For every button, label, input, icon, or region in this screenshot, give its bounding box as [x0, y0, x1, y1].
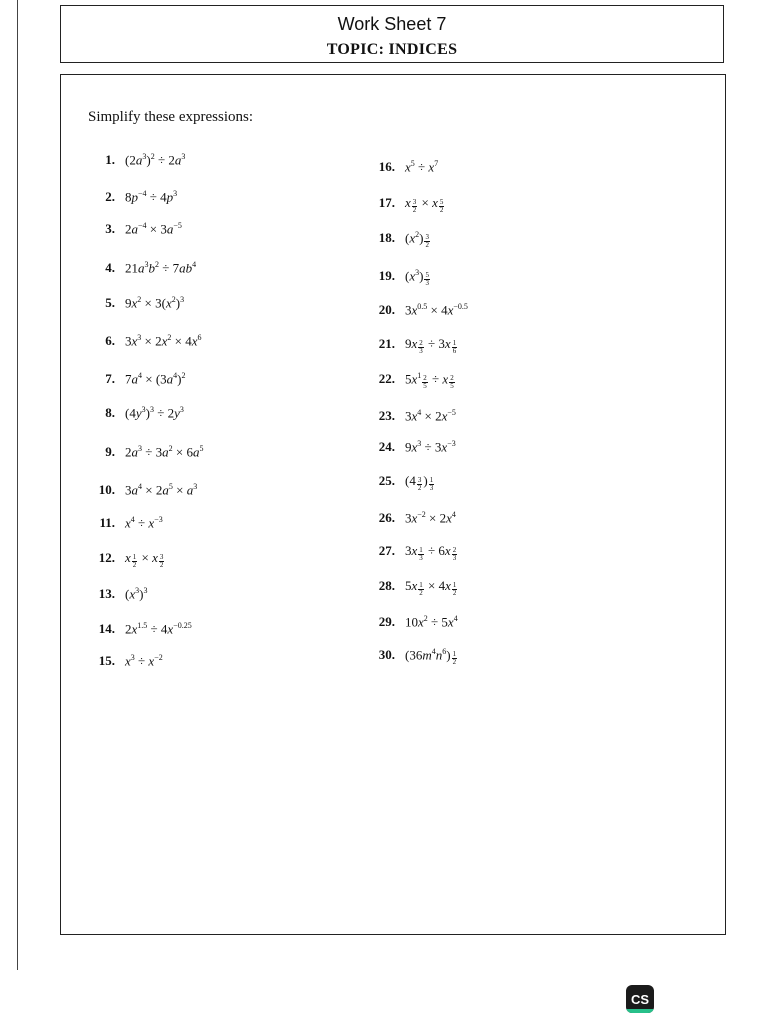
question-number: 18.: [378, 230, 395, 246]
question-expression: $(x^3)^3$: [125, 586, 148, 602]
question-item: [368, 614, 458, 630]
question-expression: $9x^3 \div 3x^{-3}$: [405, 439, 456, 455]
question-item: [88, 371, 186, 387]
question-expression: $(36m^4n^6)$ $\frac{1}{2}$: [405, 647, 457, 666]
question-number: 23.: [378, 408, 395, 424]
question-expression: 5x $\frac{1}{2}$ × 4x $\frac{1}{2}$: [405, 578, 457, 597]
question-item: [88, 333, 202, 349]
question-item: [88, 221, 182, 237]
question-expression: $3a^4 \times 2a^5 \times a^3$: [125, 482, 198, 498]
question-number: 14.: [98, 621, 115, 637]
question-number: 25.: [378, 473, 395, 488]
question-item: [88, 621, 192, 637]
question-number: 22.: [378, 371, 395, 387]
question-item: [368, 473, 435, 492]
question-expression: $(x^3)$ $\frac{5}{3}$: [405, 268, 429, 287]
question-item: [368, 578, 458, 597]
question-expression: $3x^{-2} \times 2x^4$: [405, 510, 456, 526]
question-item: [368, 647, 458, 666]
question-expression: (4 $\frac{3}{2}$ ) $\frac{1}{3}$: [405, 473, 434, 492]
question-number: 2.: [105, 189, 115, 205]
question-number: 15.: [98, 653, 115, 669]
question-number: 1.: [105, 152, 115, 168]
question-number: 28.: [378, 578, 395, 593]
question-expression: $3x^3 \times 2x^2 \times 4x^6$: [125, 333, 202, 349]
question-expression: $8p^{-4} \div 4p^3$: [125, 189, 178, 205]
question-item: [368, 439, 456, 455]
question-expression: $7a^4 \times (3a^4)^2$: [125, 371, 186, 387]
question-number: 30.: [378, 647, 395, 663]
instruction-text: Simplify these expressions:: [88, 109, 253, 125]
question-number: 10.: [98, 482, 115, 498]
question-item: [368, 408, 456, 424]
question-expression: $3x^{0.5} \times 4x^{-0.5}$: [405, 302, 468, 318]
question-expression: $x^3 \div x^{-2}$: [125, 653, 163, 669]
question-number: 11.: [99, 515, 115, 531]
question-number: 7.: [105, 371, 115, 387]
question-item: [88, 295, 184, 311]
question-number: 20.: [378, 302, 395, 318]
question-number: 3.: [105, 221, 115, 237]
question-expression: $(2a^3)^2 \div 2a^3$: [125, 152, 186, 168]
question-expression: 3x $\frac{1}{3}$ ÷ 6x $\frac{2}{3}$: [405, 543, 457, 562]
camscanner-logo-icon: [626, 985, 654, 1013]
question-expression: x $\frac{3}{2}$ × x $\frac{5}{2}$: [405, 195, 444, 214]
question-number: 17.: [378, 195, 395, 210]
question-number: 16.: [378, 159, 395, 175]
question-expression: $2a^{-4} \times 3a^{-5}$: [125, 221, 182, 237]
question-item: [368, 159, 438, 175]
question-expression: $10x^2 \div 5x^4$: [405, 614, 458, 630]
question-number: 21.: [378, 336, 395, 351]
question-expression: $2x^{1.5} \div 4x^{-0.25}$: [125, 621, 192, 637]
question-number: 5.: [105, 295, 115, 311]
question-item: [88, 482, 197, 498]
question-expression: $(4y^3)^3 \div 2y^3$: [125, 405, 184, 421]
question-expression: $9x^2 \times 3(x^2)^3$: [125, 295, 185, 311]
question-number: 26.: [378, 510, 395, 526]
question-item: [368, 543, 458, 562]
question-item: [368, 195, 445, 214]
question-number: 6.: [105, 333, 115, 349]
question-number: 27.: [378, 543, 395, 558]
logo-text: CS: [630, 991, 650, 1007]
question-item: [88, 405, 184, 421]
question-item: [368, 302, 468, 318]
worksheet-header: [60, 5, 724, 63]
question-item: [88, 152, 185, 168]
worksheet-body: [60, 74, 726, 935]
question-expression: 9x $\frac{2}{3}$ ÷ 3x $\frac{1}{6}$: [405, 336, 457, 355]
question-number: 19.: [378, 268, 395, 284]
question-item: [88, 586, 147, 602]
question-item: [88, 260, 196, 276]
page-edge-line: [17, 0, 18, 970]
question-number: 9.: [105, 444, 115, 460]
question-number: 29.: [378, 614, 395, 630]
question-item: [88, 550, 165, 569]
question-item: [368, 230, 431, 249]
question-number: 4.: [105, 260, 115, 276]
question-item: [368, 268, 431, 287]
question-item: [88, 515, 163, 531]
question-item: [368, 371, 456, 390]
question-expression: $x^5 \div x^7$: [405, 159, 439, 175]
question-expression: $5x^1$ $\frac{2}{5}$ ÷ x $\frac{2}{5}$: [405, 371, 454, 390]
question-expression: $(x^2)$ $\frac{3}{2}$: [405, 230, 429, 249]
question-number: 13.: [98, 586, 115, 602]
question-expression: $x^4 \div x^{-3}$: [125, 515, 163, 531]
question-expression: $2a^3 \div 3a^2 \times 6a^5$: [125, 444, 204, 460]
worksheet-topic: TOPIC: INDICES: [326, 41, 458, 58]
question-item: [88, 444, 203, 460]
question-item: [88, 653, 163, 669]
worksheet-title: Work Sheet 7: [337, 14, 447, 34]
question-expression: $21a^3b^2 \div 7ab^4$: [125, 260, 197, 276]
question-number: 8.: [105, 405, 115, 421]
question-item: [88, 189, 177, 205]
question-expression: $3x^4 \times 2x^{-5}$: [405, 408, 456, 424]
question-number: 24.: [378, 439, 395, 455]
question-item: [368, 336, 458, 355]
question-expression: x $\frac{1}{2}$ × x $\frac{3}{2}$: [125, 550, 164, 569]
question-number: 12.: [98, 550, 115, 565]
question-item: [368, 510, 456, 526]
